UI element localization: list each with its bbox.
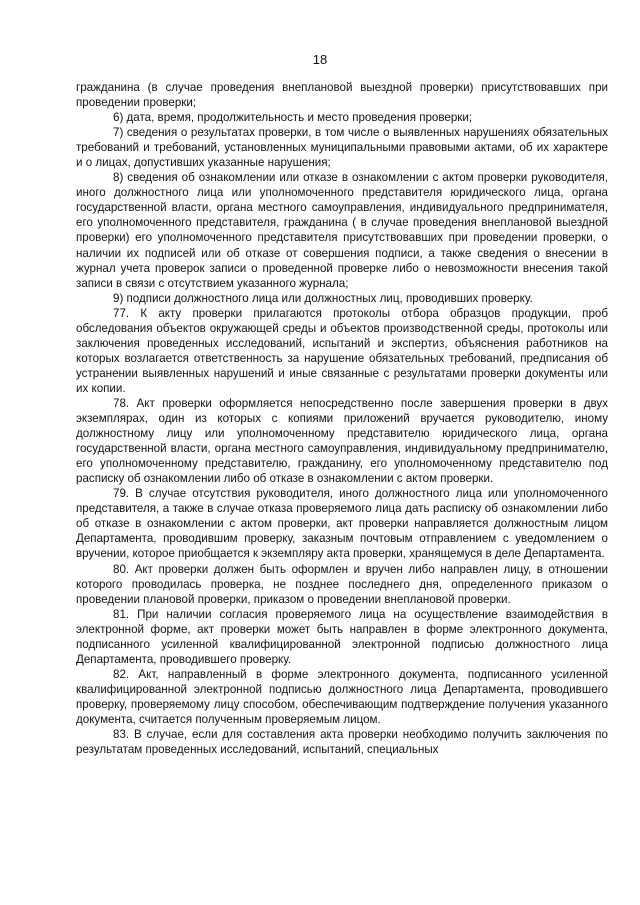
paragraph: 79. В случае отсутствия руководителя, иного должностного лица или уполномоченного представителя, а также в случае отказа проверяемого лица дать расписку об ознакомлении либо об отказе в ознакомлении с актом проверки, акт проверки направляется должностным лицом Департамента, проводившим проверку, заказным почтовым отправлением с уведомлением о вручении, которое приобщается к экземпляру акта проверки, хранящемуся в деле Департамента.	[76, 487, 608, 561]
page-number: 18	[312, 52, 328, 67]
paragraph: 78. Акт проверки оформляется непосредственно после завершения проверки в двух экземплярах, один из которых с копиями приложений вручается руководителю, иному должностному лицу или уполномоченному представителю юридического лица, органа государственной власти, органа местного самоуправления, индивидуальному предпринимателю, его уполномоченному представителю, гражданину, его уполномоченному представителю под расписку об ознакомлении либо об отказе в ознакомлении с актом проверки.	[76, 396, 608, 486]
paragraph: 8) сведения об ознакомлении или отказе в ознакомлении с актом проверки руководителя, иного должностного лица или уполномоченного представителя юридического лица, органа государственной власти, органа местного самоуправления, индивидуального предпринимателя, его уполномоченного представителя, гражданина ( в случае проведения внеплановой выездной проверки) его уполномоченного представителя присутствовавших при проведении проверки, о наличии их подписей или об отказе от совершения подписи, а также сведения о внесении в журнал учета проверок записи о проведенной проверке либо о невозможности внесения такой записи в связи с отсутствием указанного журнала;	[76, 171, 608, 290]
paragraph: 81. При наличии согласия проверяемого лица на осуществление взаимодействия в электронной форме, акт проверки может быть направлен в форме электронного документа, подписанного усиленной квалифицированной электронной подписью должностного лица Департамента, проводившего проверку.	[76, 607, 608, 666]
paragraph: гражданина (в случае проведения внеплановой выездной проверки) присутствовавших при проведении проверки;	[76, 81, 608, 110]
paragraph: 6) дата, время, продолжительность и место проведения проверки;	[113, 111, 473, 125]
paragraph: 77. К акту проверки прилагаются протоколы отбора образцов продукции, проб обследования объектов окружающей среды и объектов производственной среды, протоколы или заключения проведенных исследований, испытаний и экспертиз, объяснения работников на которых возлагается ответственность за нарушение обязательных требований, предписания об устранении выявленных нарушений и иные связанные с результатами проверки документы или их копии.	[76, 306, 608, 395]
document-body	[76, 80, 608, 757]
paragraph: 7) сведения о результатах проверки, в том числе о выявленных нарушениях обязательных требований и требований, установленных муниципальными правовыми актами, об их характере и о лицах, допустивших указанные нарушения;	[76, 126, 608, 170]
paragraph: 9) подписи должностного лица или должностных лиц, проводивших проверку.	[113, 291, 533, 305]
paragraph: 80. Акт проверки должен быть оформлен и вручен либо направлен лицу, в отношении которого проводилась проверка, не позднее последнего дня, определенного приказом о проведении плановой проверки, приказом о проведении внеплановой проверки.	[76, 562, 608, 606]
paragraph: 82. Акт, направленный в форме электронного документа, подписанного усиленной квалифицированной электронной подписью должностного лица Департамента, проводившего проверку, проверяемому лицу способом, обеспечивающим подтверждение получения указанного документа, считается полученным проверяемым лицом.	[76, 667, 608, 726]
paragraph: 83. В случае, если для составления акта проверки необходимо получить заключения по результатам проведенных исследований, испытаний, специальных	[76, 728, 608, 757]
